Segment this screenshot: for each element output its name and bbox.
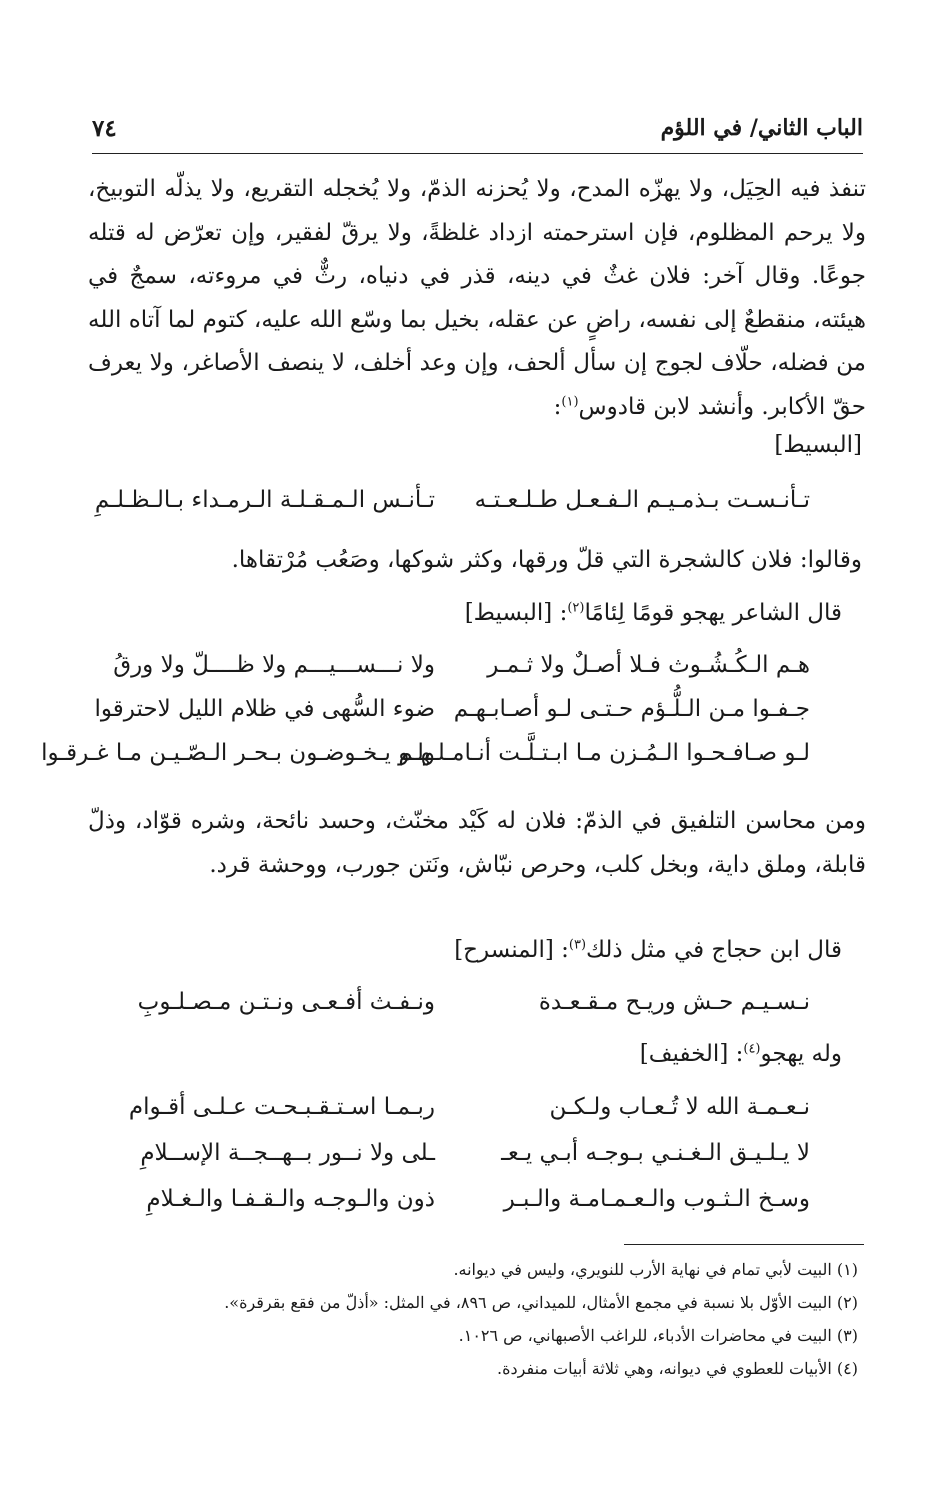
footnote-ref-1: (١) [561, 393, 579, 409]
verse-second-hemistich: ربـمـا اسـتـقـبـحـت عـلـى أقـوام [128, 1094, 435, 1120]
verse-first-hemistich: وسـخ الـثـوب والـعـمـامـة والـبـر [503, 1186, 810, 1212]
meter-label-1: [البسيط] [774, 432, 862, 458]
verse-first-hemistich: لـو صـافـحـوا الـمُـزن مـا ابـتـلَّـت أنـامـلـهـم [398, 740, 810, 766]
intro-3-text: قال ابن حجاج في مثل ذلك [586, 937, 842, 963]
paragraph-1-tail: : [553, 393, 562, 420]
header-rule [92, 153, 863, 154]
verse-second-hemistich: ونـفـث أفـعـى ونـتـن مـصـلـوبِ [137, 989, 435, 1015]
intro-4-meter: : [الخفيف] [639, 1041, 744, 1067]
intro-4 [640, 1041, 842, 1067]
paragraph-3: ومن محاسن التلفيق في الذمّ: فلان له كَيْد مخنّث، وحسد نائحة، وشره قوّاد، وذلّ قابلة، وملق داية، وبخل كلب، وحرص نبّاش، ونَتن جورب، ووحشة قرد. [88, 808, 866, 878]
intro-2-meter: : [البسيط] [464, 600, 568, 626]
verse-1 [94, 487, 810, 527]
paragraph-1-text: تنفذ فيه الحِيَل، ولا يهزّه المدح، ولا يُحزنه الذمّ، ولا يُخجله التقريع، ولا يذلّه التوبيخ، ولا يرحم المظلوم، فإن استرحمته ازداد غلظةً، ولا يرقّ لفقير، وإن تعرّض له قتله جوعًا. وقال آخر: فلان غثٌ في دينه، قذر في دنياه، رثٌّ في مروءته، سمجٌ في هيئته، منقطعٌ إلى نفسه، راضٍ عن عقله، بخيل بما وسّع الله عليه، كتوم لما آتاه الله من فضله، حلّاف لجوج إن سأل ألحف، وإن وعد أخلف، لا ينصف الأصاغر، ولا يعرف حقّ الأكابر. وأنشد لابن قادوس [88, 176, 866, 420]
verse-first-hemistich: جـفـوا مـن الـلُّـؤم حـتـى لـو أصـابـهـم [453, 696, 810, 722]
page-header [92, 108, 863, 148]
verse-second-hemistich: ذون والـوجـه والـقـفـا والـغـلامِ [146, 1186, 435, 1212]
verse-1-second-hemistich: تـأنـس الـمـقـلـة الـرمـداء بـالـظـلـمِ [94, 487, 435, 513]
intro-4-text: وله يهجو [760, 1041, 842, 1067]
footnote-ref-2: (٢) [567, 600, 585, 616]
footnote-2: (٢) البيت الأوّل بلا نسبة في مجمع الأمثال، للميداني، ص ٨٩٦، في المثل: «أذلّ من فقع بقرقرة». [224, 1293, 858, 1312]
verse-4-3 [110, 1186, 810, 1226]
verse-first-hemistich: نـعـمـة الله لا تُـعـاب ولـكـن [549, 1094, 810, 1120]
footnote-ref-3: (٣) [568, 937, 587, 953]
verse-1-first-hemistich: تـأنـسـت بـذمـيـم الـفـعـل طـلـعـتـه [474, 487, 810, 513]
verse-first-hemistich: هـم الـكُـشُـوث فـلا أصـلٌ ولا ثـمـر [487, 652, 810, 678]
verse-second-hemistich: ولـو يـخـوضـون بـحـر الـصّـيـن مـا غـرقـوا [41, 740, 435, 766]
intro-2 [465, 600, 842, 626]
footnote-separator [624, 1244, 864, 1245]
verse-3 [110, 989, 810, 1029]
verse-second-hemistich: ولا نـــســـيـــم ولا ظــــلّ ولا ورقُ [113, 652, 435, 678]
chapter-title: الباب الثاني/ في اللؤم [660, 115, 863, 141]
verse-4-1 [110, 1094, 810, 1134]
verse-2-3 [41, 740, 810, 780]
intro-3-meter: : [المنسرح] [454, 937, 569, 963]
page-number: ٧٤ [92, 114, 117, 142]
intro-3 [454, 937, 842, 963]
saying-line: وقالوا: فلان كالشجرة التي قلّ ورقها، وكثر شوكها، وصَعُب مُرْتقاها. [231, 547, 862, 573]
paragraph-1 [88, 168, 866, 429]
verse-second-hemistich: ـلى ولا نــور بــهــجــة الإســلامِ [140, 1140, 435, 1166]
verse-2-1 [110, 652, 810, 692]
verse-first-hemistich: لا يـلـيـق الـغـنـي بـوجـه أبـي يـعـ [501, 1140, 810, 1166]
verse-second-hemistich: ضوء السُّهى في ظلام الليل لاحترقوا [94, 696, 435, 722]
footnote-4: (٤) الأبيات للعطوي في ديوانه، وهي ثلاثة أبيات منفردة. [497, 1359, 858, 1378]
intro-2-text: قال الشاعر يهجو قومًا لِئامًا [584, 600, 842, 626]
verse-4-2 [110, 1140, 810, 1180]
footnote-ref-4: (٤) [743, 1041, 761, 1057]
verse-first-hemistich: نـسـيـم حـش وريـح مـقـعـدة [538, 989, 810, 1015]
footnote-3: (٣) البيت في محاضرات الأدباء، للراغب الأصبهاني، ص ١٠٢٦. [458, 1326, 858, 1345]
footnote-1: (١) البيت لأبي تمام في نهاية الأرب للنويري، وليس في ديوانه. [453, 1260, 858, 1279]
verse-2-2 [94, 696, 810, 736]
